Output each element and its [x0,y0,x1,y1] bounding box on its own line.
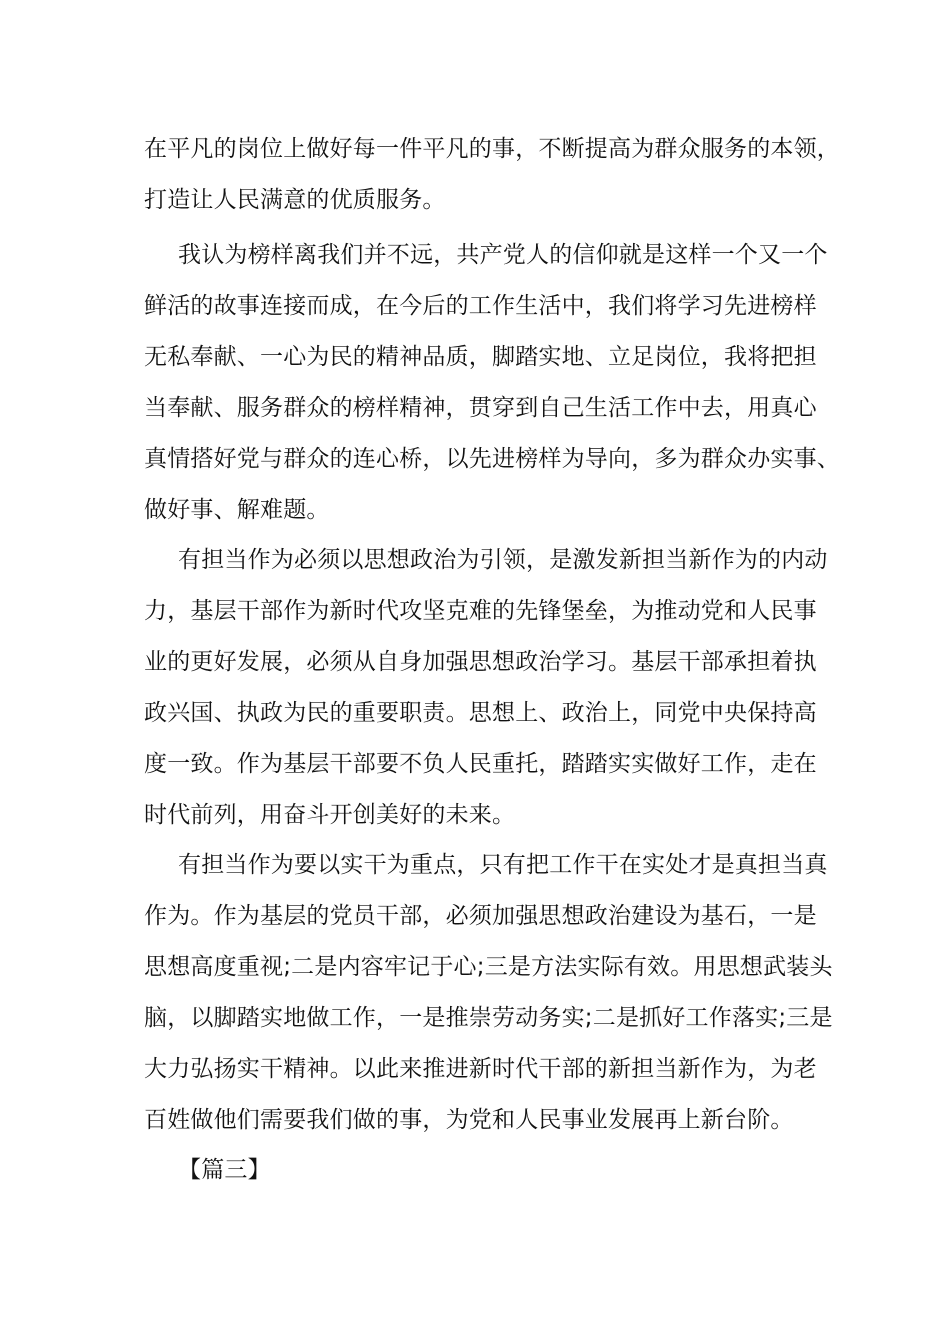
text-line: 脑，以脚踏实地做工作，一是推崇劳动务实;二是抓好工作落实;三是 [144,1005,833,1031]
section-heading-label: 【篇三】 [178,1157,271,1183]
text-line: 政兴国、执政为民的重要职责。思想上、政治上，同党中央保持高 [144,700,817,726]
text-line: 时代前列，用奋斗开创美好的未来。 [144,802,516,828]
text-line: 有担当作为要以实干为重点，只有把工作干在实处才是真担当真 [178,852,828,878]
text-line: 无私奉献、一心为民的精神品质，脚踏实地、立足岗位，我将把担 [144,344,817,370]
text-line: 有担当作为必须以思想政治为引领，是激发新担当新作为的内动 [178,547,828,573]
text-line: 业的更好发展，必须从自身加强思想政治学习。基层干部承担着执 [144,649,817,675]
text-line: 在平凡的岗位上做好每一件平凡的事，不断提高为群众服务的本领， [144,136,840,162]
section-heading [144,1145,824,1196]
text-line: 打造让人民满意的优质服务。 [144,187,446,213]
text-line: 当奉献、服务群众的榜样精神，贯穿到自己生活工作中去，用真心 [144,395,817,421]
text-line: 思想高度重视;二是内容牢记于心;三是方法实际有效。用思想武装头 [144,954,833,980]
paragraph-2 [144,230,840,536]
paragraph-4 [144,840,833,1146]
text-line: 大力弘扬实干精神。以此来推进新时代干部的新担当新作为，为老 [144,1056,817,1082]
paragraph-1 [144,124,840,226]
paragraph-3 [144,535,828,841]
text-line: 鲜活的故事连接而成，在今后的工作生活中，我们将学习先进榜样 [144,293,817,319]
text-line: 度一致。作为基层干部要不负人民重托，踏踏实实做好工作，走在 [144,751,817,777]
text-line: 作为。作为基层的党员干部，必须加强思想政治建设为基石，一是 [144,903,817,929]
text-line: 百姓做他们需要我们做的事，为党和人民事业发展再上新台阶。 [144,1107,794,1133]
text-line: 力，基层干部作为新时代攻坚克难的先锋堡垒，为推动党和人民事 [144,598,817,624]
text-line: 做好事、解难题。 [144,497,330,523]
text-line: 我认为榜样离我们并不远，共产党人的信仰就是这样一个又一个 [178,242,828,268]
text-line: 真情搭好党与群众的连心桥，以先进榜样为导向，多为群众办实事、 [144,446,840,472]
